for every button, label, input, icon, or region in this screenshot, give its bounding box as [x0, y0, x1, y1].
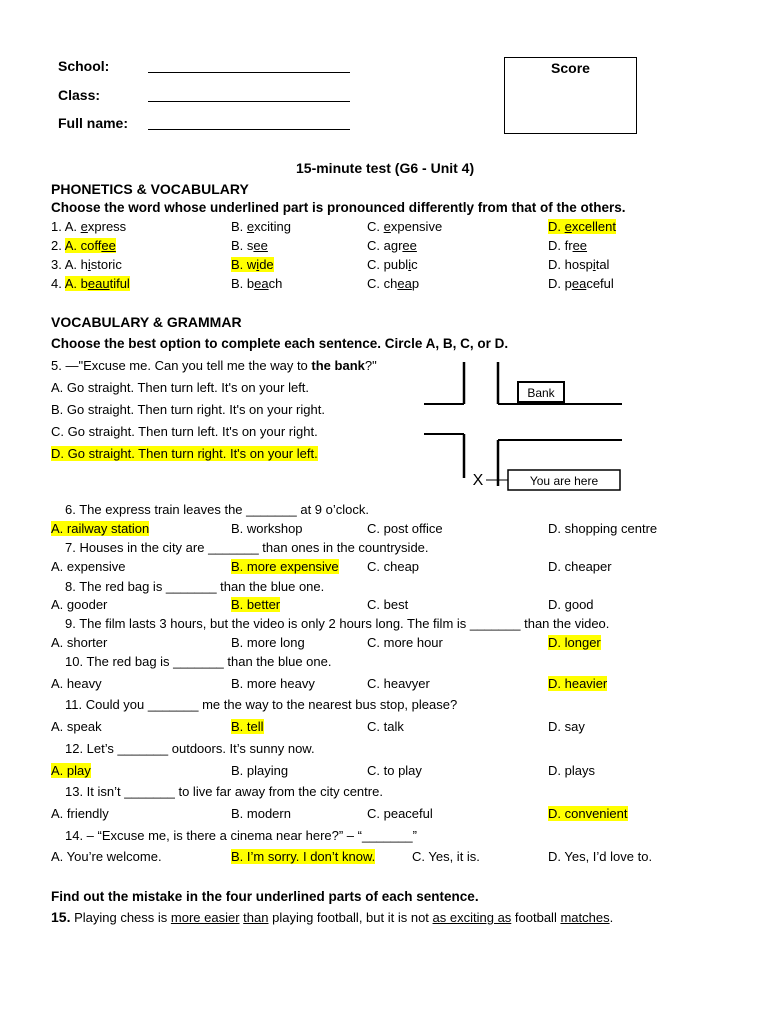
bank-label: Bank [527, 386, 555, 400]
question-10-option-d[interactable]: D. heavier [548, 676, 608, 691]
question-12-option-d[interactable]: D. plays [548, 763, 595, 778]
class-field[interactable] [148, 101, 350, 102]
q5-option-a[interactable]: A. Go straight. Then turn left. It's on your left. [51, 380, 310, 395]
phonetics-q4-option-a[interactable]: 4. A. beautiful [51, 276, 130, 291]
question-11-option-b[interactable]: B. tell [231, 719, 264, 734]
fullname-label: Full name: [58, 115, 129, 131]
question-8-option-a[interactable]: A. gooder [51, 597, 108, 612]
question-9-option-b[interactable]: B. more long [231, 635, 305, 650]
question-7-option-d[interactable]: D. cheaper [548, 559, 612, 574]
question-10-option-a[interactable]: A. heavy [51, 676, 102, 691]
question-7-stem: 7. Houses in the city are _______ than ones in the countryside. [65, 540, 429, 555]
question-9-option-a[interactable]: A. shorter [51, 635, 108, 650]
class-label: Class: [58, 87, 101, 103]
question-8-option-c[interactable]: C. best [367, 597, 409, 612]
question-13-option-b[interactable]: B. modern [231, 806, 291, 821]
question-13-option-a[interactable]: A. friendly [51, 806, 109, 821]
question-6-option-a[interactable]: A. railway station [51, 521, 150, 536]
question-12-stem: 12. Let’s _______ outdoors. It’s sunny now. [65, 741, 315, 756]
question-10-option-c[interactable]: C. heavyer [367, 676, 430, 691]
q15-sentence: 15. Playing chess is more easier than playing football, but it is not as exciting as football matches. [51, 909, 614, 925]
section2-title: VOCABULARY & GRAMMAR [51, 314, 242, 330]
question-14-option-a[interactable]: A. You’re welcome. [51, 849, 162, 864]
question-14-option-d[interactable]: D. Yes, I’d love to. [548, 849, 653, 864]
q5-option-d[interactable]: D. Go straight. Then turn right. It's on your left. [51, 446, 318, 461]
question-7-option-b[interactable]: B. more expensive [231, 559, 339, 574]
phonetics-q1-option-c[interactable]: C. expensive [367, 219, 443, 234]
test-title: 15-minute test (G6 - Unit 4) [296, 160, 475, 176]
phonetics-q3-option-c[interactable]: C. public [367, 257, 418, 272]
you-are-here-label: You are here [529, 474, 599, 488]
question-9-option-d[interactable]: D. longer [548, 635, 601, 650]
score-box [504, 57, 637, 134]
question-13-stem: 13. It isn’t _______ to live far away from the city centre. [65, 784, 383, 799]
question-12-option-b[interactable]: B. playing [231, 763, 289, 778]
phonetics-q4-option-d[interactable]: D. peaceful [548, 276, 614, 291]
phonetics-q1-option-b[interactable]: B. exciting [231, 219, 291, 234]
phonetics-q2-option-d[interactable]: D. free [548, 238, 588, 253]
question-12-option-a[interactable]: A. play [51, 763, 91, 778]
question-11-option-c[interactable]: C. talk [367, 719, 404, 734]
question-13-option-d[interactable]: D. convenient [548, 806, 628, 821]
section1-instruction: Choose the word whose underlined part is pronounced differently from that of the others. [51, 200, 626, 215]
q5-option-c[interactable]: C. Go straight. Then turn left. It's on your right. [51, 424, 318, 439]
question-10-stem: 10. The red bag is _______ than the blue one. [65, 654, 332, 669]
question-14-stem: 14. – “Excuse me, is there a cinema near here?” – “_______” [65, 828, 417, 843]
question-11-stem: 11. Could you _______ me the way to the nearest bus stop, please? [65, 697, 458, 712]
direction-map [420, 358, 625, 493]
question-14-option-b[interactable]: B. I’m sorry. I don’t know. [231, 849, 376, 864]
fullname-field[interactable] [148, 129, 350, 130]
phonetics-q1-option-a[interactable]: 1. A. express [51, 219, 127, 234]
phonetics-q1-option-d[interactable]: D. excellent [548, 219, 616, 234]
phonetics-q3-option-d[interactable]: D. hospital [548, 257, 610, 272]
you-are-here-x-mark: X [472, 472, 484, 489]
question-12-option-c[interactable]: C. to play [367, 763, 422, 778]
question-13-option-c[interactable]: C. peaceful [367, 806, 433, 821]
question-6-stem: 6. The express train leaves the _______ at 9 o’clock. [65, 502, 370, 517]
phonetics-q2-option-a[interactable]: 2. A. coffee [51, 238, 116, 253]
question-14-option-c[interactable]: C. Yes, it is. [412, 849, 480, 864]
question-8-stem: 8. The red bag is _______ than the blue one. [65, 579, 325, 594]
section3-instruction: Find out the mistake in the four underlined parts of each sentence. [51, 889, 479, 904]
question-6-option-d[interactable]: D. shopping centre [548, 521, 658, 536]
question-8-option-d[interactable]: D. good [548, 597, 594, 612]
phonetics-q4-option-b[interactable]: B. beach [231, 276, 283, 291]
score-label: Score [551, 60, 590, 76]
phonetics-q2-option-b[interactable]: B. see [231, 238, 268, 253]
question-10-option-b[interactable]: B. more heavy [231, 676, 315, 691]
question-9-option-c[interactable]: C. more hour [367, 635, 443, 650]
phonetics-q3-option-a[interactable]: 3. A. historic [51, 257, 122, 272]
question-6-option-c[interactable]: C. post office [367, 521, 443, 536]
question-6-option-b[interactable]: B. workshop [231, 521, 303, 536]
q5-option-b[interactable]: B. Go straight. Then turn right. It's on your right. [51, 402, 325, 417]
section2-instruction: Choose the best option to complete each sentence. Circle A, B, C, or D. [51, 336, 509, 351]
question-8-option-b[interactable]: B. better [231, 597, 281, 612]
question-11-option-a[interactable]: A. speak [51, 719, 102, 734]
question-11-option-d[interactable]: D. say [548, 719, 585, 734]
school-field[interactable] [148, 72, 350, 73]
phonetics-q2-option-c[interactable]: C. agree [367, 238, 417, 253]
question-7-option-a[interactable]: A. expensive [51, 559, 126, 574]
phonetics-q3-option-b[interactable]: B. wide [231, 257, 274, 272]
question-7-option-c[interactable]: C. cheap [367, 559, 420, 574]
section1-title: PHONETICS & VOCABULARY [51, 181, 249, 197]
school-label: School: [58, 58, 110, 74]
q5-stem: 5. —"Excuse me. Can you tell me the way to the bank?" [51, 358, 377, 373]
question-9-stem: 9. The film lasts 3 hours, but the video is only 2 hours long. The film is _______ than the video. [65, 616, 610, 631]
phonetics-q4-option-c[interactable]: C. cheap [367, 276, 420, 291]
